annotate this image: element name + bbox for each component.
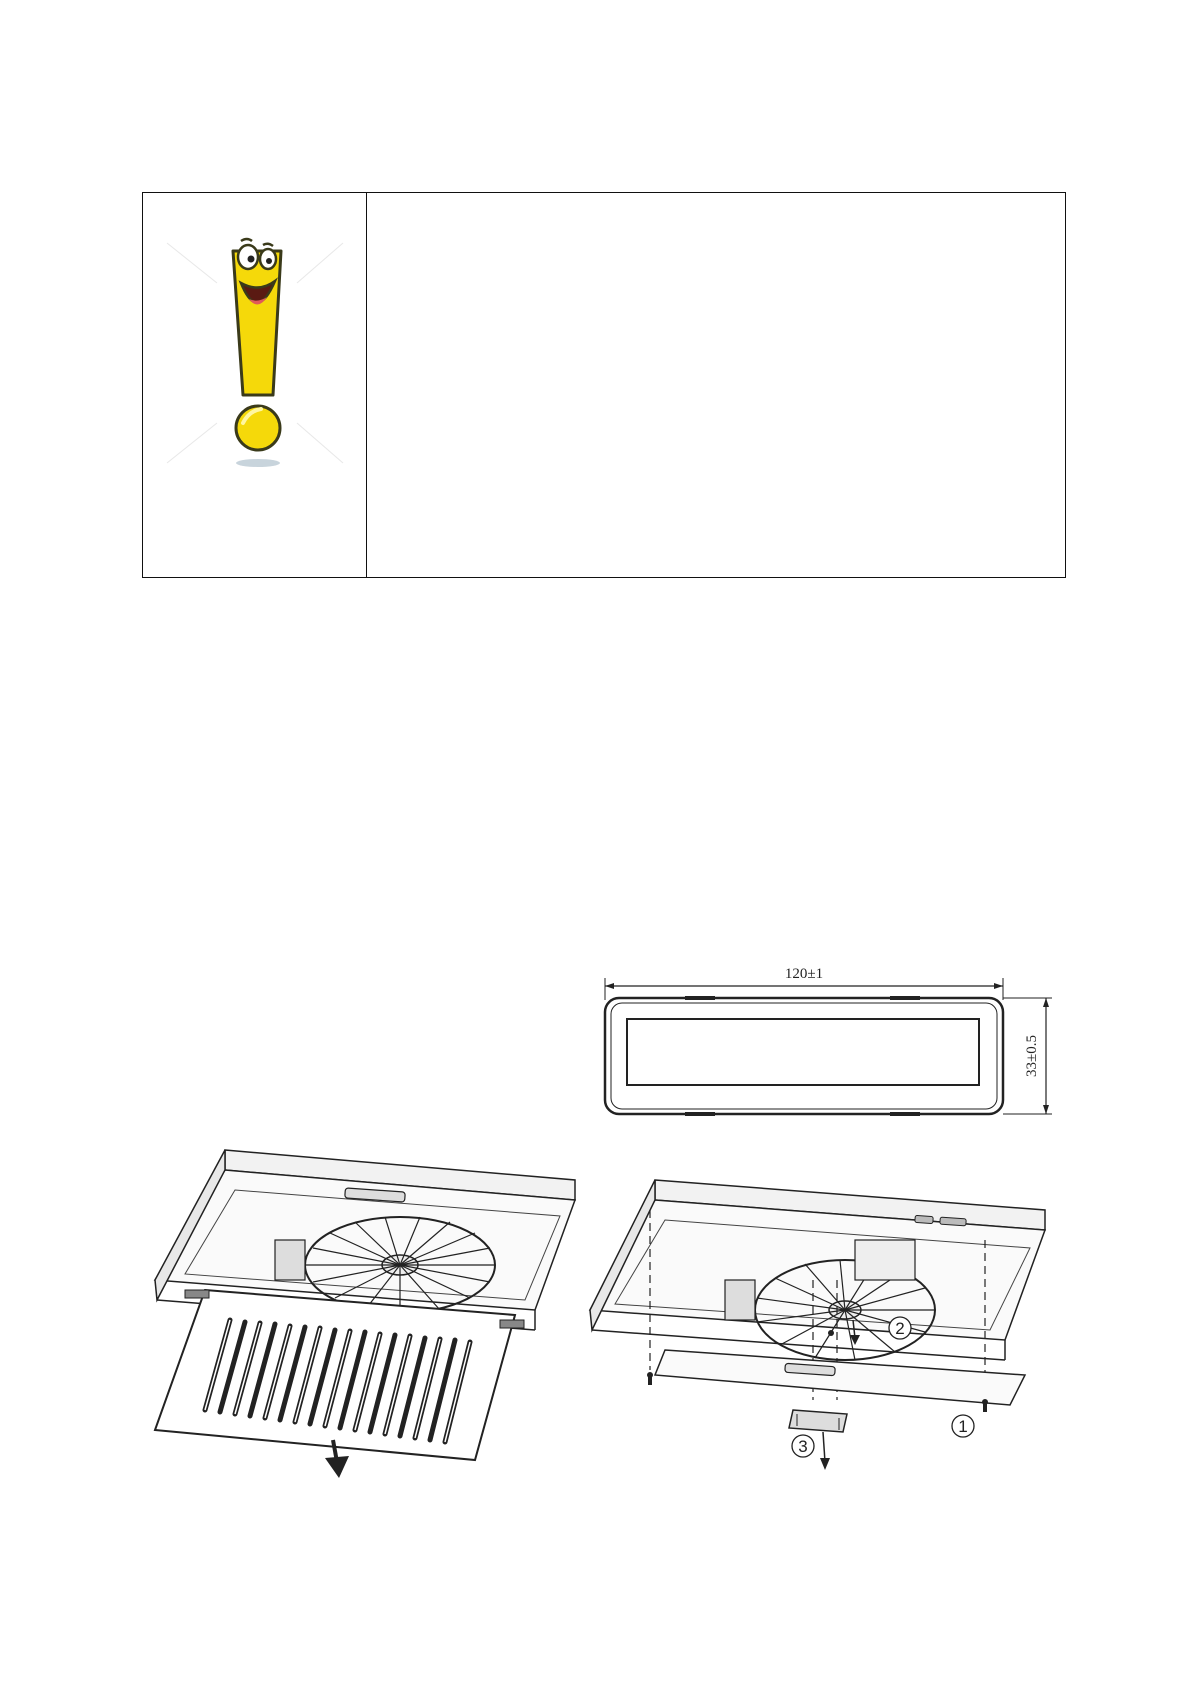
warning-notice-box <box>142 192 1066 578</box>
callout-step-2 <box>889 1317 911 1339</box>
svg-text:3: 3 <box>798 1437 808 1456</box>
callout-step-3 <box>792 1435 814 1457</box>
svg-text:1: 1 <box>958 1417 968 1436</box>
filter-removal-drawing <box>145 1140 585 1480</box>
warning-text-area <box>383 213 1045 557</box>
cutout-dimension-drawing <box>600 960 1060 1130</box>
grease-filter-panel <box>155 1290 524 1460</box>
lamp-cover <box>789 1410 847 1432</box>
warning-box-divider <box>366 193 367 577</box>
lamp-removal-drawing <box>585 1170 1055 1480</box>
cutout-width-label: 120±1 <box>784 966 824 982</box>
svg-text:2: 2 <box>895 1319 905 1338</box>
exclamation-mascot-icon <box>157 223 353 473</box>
cutout-height-label: 33±0.5 <box>1024 1035 1040 1077</box>
callout-step-1 <box>952 1415 974 1437</box>
down-arrow-icon <box>820 1432 830 1470</box>
